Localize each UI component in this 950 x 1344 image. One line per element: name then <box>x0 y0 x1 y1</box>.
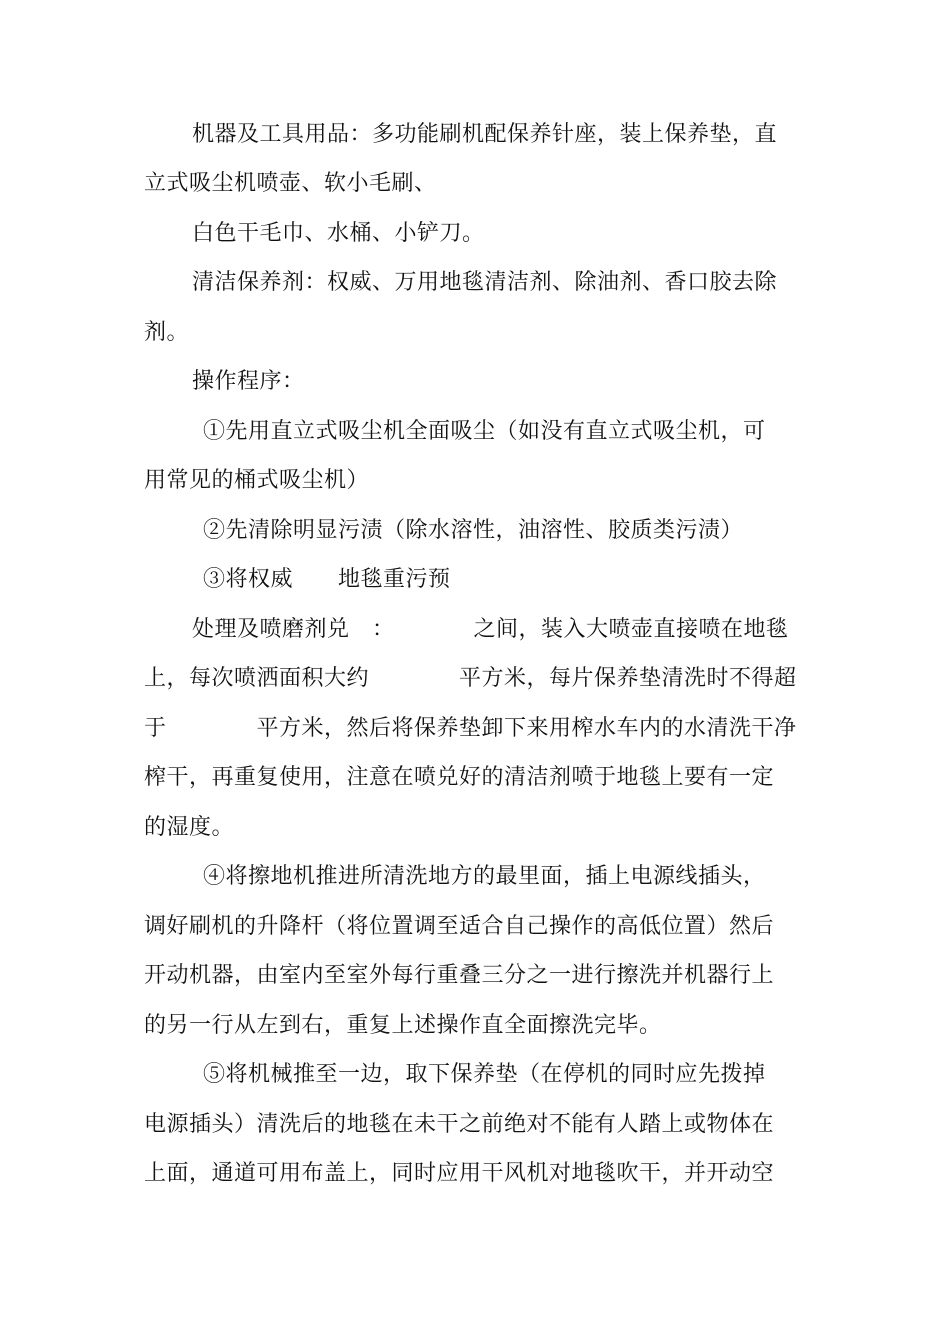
text-line: 电源插头）清洗后的地毯在未干之前绝对不能有人踏上或物体在 <box>144 1112 775 1137</box>
text-line: 调好刷机的升降杆（将位置调至适合自己操作的高低位置）然后 <box>144 914 775 939</box>
text-line: 的湿度。 <box>144 815 235 840</box>
text-line: 开动机器，由室内至室外每行重叠三分之一进行擦洗并机器行上 <box>144 963 775 988</box>
text-line: 操作程序： <box>192 369 305 394</box>
text-line: 白色干毛巾、水桶、小铲刀。 <box>192 221 485 246</box>
text-line: 于 平方米，然后将保养垫卸下来用榨水车内的水清洗干净 <box>144 716 797 741</box>
text-line: 剂。 <box>144 320 190 345</box>
text-line: ⑤将机械推至一边，取下保养垫（在停机的同时应先拨掉 <box>203 1062 766 1087</box>
text-line: 立式吸尘机喷壶、软小毛刷、 <box>144 171 437 196</box>
text-line: 用常见的桶式吸尘机） <box>144 468 370 493</box>
text-line: ④将擦地机推进所清洗地方的最里面，插上电源线插头， <box>203 864 766 889</box>
text-line: 清洁保养剂：权威、万用地毯清洁剂、除油剂、香口胶去除 <box>192 270 778 295</box>
text-line: 榨干，再重复使用，注意在喷兑好的清洁剂喷于地毯上要有一定 <box>144 765 775 790</box>
text-line: 处理及喷磨剂兑 ： 之间，装入大喷壶直接喷在地毯 <box>192 617 789 642</box>
text-line: 上面，通道可用布盖上，同时应用干风机对地毯吹干，并开动空 <box>144 1161 775 1186</box>
text-line: 上，每次喷洒面积大约 平方米，每片保养垫清洗时不得超 <box>144 666 797 691</box>
text-line: ③将权威 地毯重污预 <box>203 567 451 592</box>
text-line: ①先用直立式吸尘机全面吸尘（如没有直立式吸尘机，可 <box>203 419 766 444</box>
text-line: 机器及工具用品：多功能刷机配保养针座，装上保养垫，直 <box>192 122 778 147</box>
text-line: ②先清除明显污渍（除水溶性，油溶性、胶质类污渍） <box>203 518 744 543</box>
text-line: 的另一行从左到右，重复上述操作直全面擦洗完毕。 <box>144 1013 662 1038</box>
